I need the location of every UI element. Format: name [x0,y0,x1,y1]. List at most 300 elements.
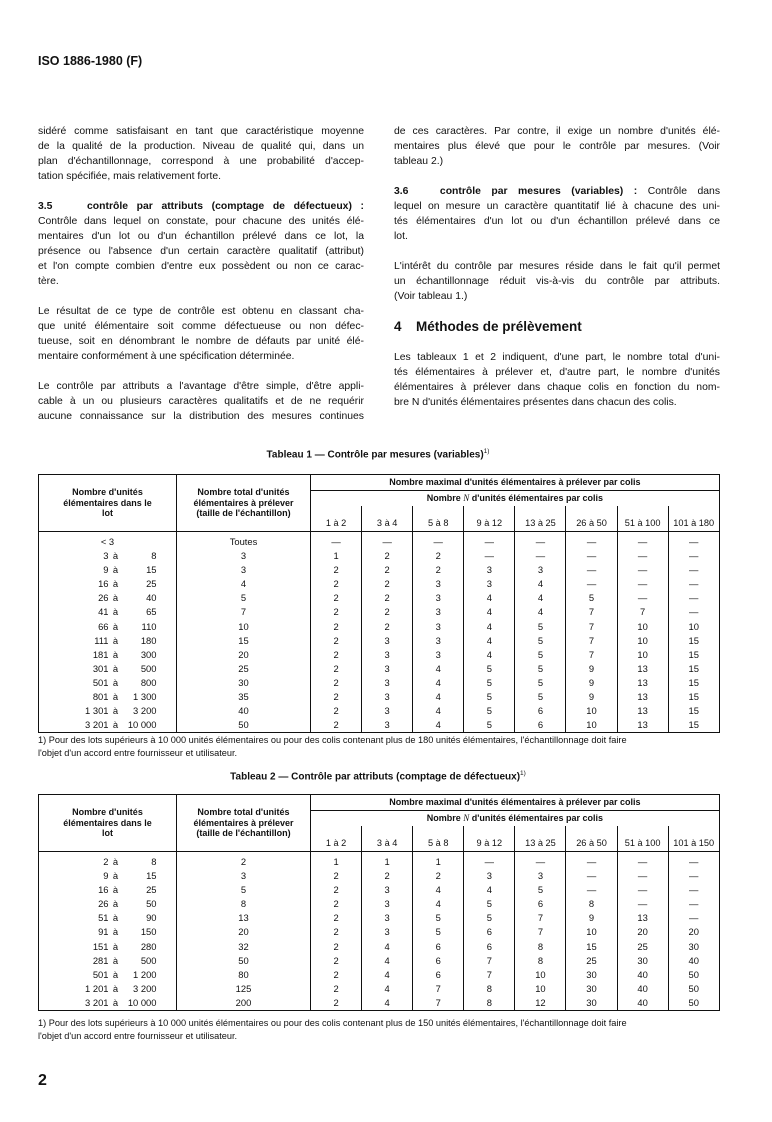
max-units-cell: 30 [566,996,617,1011]
max-units-cell: 5 [515,634,566,648]
column-header-group: Nombre maximal d'unités élémentaires à prélever par colis [311,475,720,491]
max-units-cell: 2 [413,563,464,577]
max-units-cell: 2 [311,996,362,1011]
text-line: tère. [38,276,59,287]
max-units-cell: — [311,532,362,550]
max-units-cell: 20 [617,925,668,939]
text-line: bre N d'unités élémentaires présentes dans chacun des colis. [394,397,677,408]
lot-connector: à [112,691,119,703]
lot-connector: à [112,564,119,576]
lot-range [39,591,177,605]
section-title: contrôle par attributs (comptage de défectueux) : [87,201,364,212]
lot-from: 91 [98,926,109,938]
lot-from: 9 [103,870,109,882]
max-units-cell: 5 [464,690,515,704]
max-units-cell: — [617,869,668,883]
max-units-cell: 4 [464,620,515,634]
max-units-cell: — [464,532,515,550]
column-header-range: 1 à 2 [311,506,362,532]
lot-to: 500 [140,662,157,674]
max-units-cell: 5 [464,911,515,925]
lot-connector: à [112,648,119,660]
max-units-cell: 13 [617,911,668,925]
lot-to: 800 [140,676,157,688]
max-units-cell: 50 [668,996,719,1011]
max-units-cell: 2 [311,883,362,897]
max-units-cell: 2 [311,648,362,662]
column-header-subgroup: Nombre N d'unités élémentaires par colis [311,491,720,507]
max-units-cell: 30 [617,954,668,968]
lot-range [39,869,177,883]
lot-from: 281 [92,954,109,966]
max-units-cell: — [617,563,668,577]
max-units-cell: 2 [311,577,362,591]
paragraph [394,124,720,169]
table-2-footnote [38,1017,719,1043]
max-units-cell: 7 [413,996,464,1011]
lot-from: 26 [98,898,109,910]
max-units-cell: — [668,549,719,563]
lot-range: < 3 [39,532,177,550]
header-row [39,795,720,811]
lot-from: 3 201 [85,719,109,731]
max-units-cell: 15 [668,676,719,690]
lot-from: 26 [98,592,109,604]
sample-size: 7 [177,605,311,619]
sample-size: Toutes [177,532,311,550]
max-units-cell: 25 [617,940,668,954]
lot-range [39,620,177,634]
sample-size: 25 [177,662,311,676]
lot-range [39,968,177,982]
table-row [39,911,720,925]
max-units-cell: 7 [515,925,566,939]
max-units-cell: 10 [668,620,719,634]
table-row [39,532,720,550]
max-units-cell: 10 [515,968,566,982]
sample-size: 40 [177,704,311,718]
text-line: plan d'échantillonnage, correspond à une probabilité d'accep- [38,156,364,167]
max-units-cell: 2 [311,925,362,939]
table-row [39,996,720,1011]
sample-size: 8 [177,897,311,911]
max-units-cell: — [566,883,617,897]
sample-size: 200 [177,996,311,1011]
lot-to: 300 [140,648,157,660]
max-units-cell: 4 [413,718,464,733]
lot-from: 501 [92,968,109,980]
max-units-cell: 4 [413,690,464,704]
lot-range [39,996,177,1011]
max-units-cell: 5 [515,676,566,690]
max-units-cell: 2 [311,605,362,619]
max-units-cell: 5 [515,620,566,634]
max-units-cell: 3 [464,563,515,577]
lot-to: 90 [146,912,157,924]
max-units-cell: 4 [413,883,464,897]
max-units-cell: 2 [311,690,362,704]
table-row [39,563,720,577]
max-units-cell: — [668,897,719,911]
paragraph [38,124,364,184]
lot-connector: à [112,676,119,688]
lot-to: 500 [140,954,157,966]
max-units-cell: 5 [515,648,566,662]
max-units-cell: — [413,532,464,550]
lot-to: 25 [146,578,157,590]
lot-from: 16 [98,884,109,896]
max-units-cell: 50 [668,982,719,996]
column-header-range: 101 à 150 [668,826,719,852]
max-units-cell: — [566,563,617,577]
max-units-cell: — [617,897,668,911]
max-units-cell: — [566,869,617,883]
max-units-cell: 7 [566,648,617,662]
max-units-cell: 15 [668,662,719,676]
sample-size: 50 [177,718,311,733]
table-2-title [38,770,718,782]
text-line: cable à un ou plusieurs caractères qualitatifs et de ne requérir [38,396,364,407]
max-units-cell: 6 [515,897,566,911]
column-header-lot: Nombre d'unités élémentaires dans le lot [39,795,177,852]
lot-range [39,940,177,954]
lot-range [39,577,177,591]
max-units-cell: 5 [464,897,515,911]
section-number: 3.5 [38,201,53,212]
sample-size: 10 [177,620,311,634]
section-3-5-heading [38,199,364,214]
max-units-cell: 25 [566,954,617,968]
max-units-cell: 1 [413,852,464,870]
lot-to: 10 000 [127,719,157,731]
max-units-cell: 15 [566,940,617,954]
sample-size: 4 [177,577,311,591]
column-header-range: 3 à 4 [362,506,413,532]
lot-to: 8 [151,856,157,867]
sample-size: 3 [177,563,311,577]
max-units-cell: 2 [311,940,362,954]
max-units-cell: 4 [515,577,566,591]
max-units-cell: 4 [362,996,413,1011]
page-number: 2 [38,1072,47,1089]
lot-range [39,676,177,690]
lot-range [39,662,177,676]
lot-connector: à [112,662,119,674]
max-units-cell: 10 [617,620,668,634]
lot-range [39,690,177,704]
max-units-cell: 3 [362,911,413,925]
footnote-ref: 1) [520,770,526,777]
lot-from: 301 [92,662,109,674]
table-title-text: Tableau 2 — Contrôle par attributs (comptage de défectueux) [230,771,521,783]
max-units-cell: 2 [413,549,464,563]
max-units-cell: 6 [413,968,464,982]
lot-from: 1 301 [85,705,109,717]
max-units-cell: 3 [362,704,413,718]
table-row [39,869,720,883]
table-1-title [38,448,718,460]
max-units-cell: — [617,577,668,591]
document-header: ISO 1886-1980 (F) [38,54,143,68]
column-header-range: 26 à 50 [566,826,617,852]
lot-from: 9 [103,564,109,576]
table-row [39,940,720,954]
sample-size: 5 [177,591,311,605]
max-units-cell: 4 [362,954,413,968]
lot-from: 151 [92,940,109,952]
lot-from: 1 201 [85,982,109,994]
max-units-cell: 4 [464,591,515,605]
text-line: élémentaires à prélever dans chaque colis en fonction du nom- [394,382,720,393]
max-units-cell: 2 [311,869,362,883]
max-units-cell: 2 [311,620,362,634]
text-line: tés élémentaires d'un lot ou d'un échantillon prélevé dans ce [394,216,720,227]
lot-connector: à [112,578,119,590]
table-row [39,549,720,563]
max-units-cell: 2 [311,954,362,968]
lot-to: 180 [140,634,157,646]
text-line: l'objet d'un accord entre fournisseur et utilisateur. [38,748,238,758]
lot-range [39,605,177,619]
max-units-cell: 15 [668,648,719,662]
column-header-total: Nombre total d'unités élémentaires à prélever (taille de l'échantillon) [177,795,311,852]
max-units-cell: 2 [311,591,362,605]
sample-size: 15 [177,634,311,648]
max-units-cell: 2 [362,549,413,563]
sample-size: 30 [177,676,311,690]
lot-range [39,648,177,662]
lot-from: 3 [103,550,109,562]
max-units-cell: 2 [362,605,413,619]
table-row [39,883,720,897]
table-row [39,605,720,619]
max-units-cell: 7 [515,911,566,925]
section-text: Contrôle dans [647,186,721,197]
max-units-cell: 2 [311,982,362,996]
max-units-cell: 7 [566,634,617,648]
column-header-group: Nombre maximal d'unités élémentaires à prélever par colis [311,795,720,811]
max-units-cell: — [617,532,668,550]
table-row [39,591,720,605]
lot-range [39,704,177,718]
lot-to: 65 [146,606,157,618]
max-units-cell: 2 [362,869,413,883]
lot-connector: à [112,982,119,994]
max-units-cell: 4 [515,605,566,619]
max-units-cell: 8 [515,940,566,954]
section-title: contrôle par mesures (variables) : [439,186,638,197]
max-units-cell: 15 [668,634,719,648]
lot-range [39,549,177,563]
max-units-cell: 2 [311,718,362,733]
max-units-cell: 8 [566,897,617,911]
lot-to: 1 200 [133,968,157,980]
max-units-cell: 7 [464,954,515,968]
lot-range [39,718,177,733]
column-header-range: 51 à 100 [617,506,668,532]
column-header-range: 13 à 25 [515,826,566,852]
max-units-cell: 20 [668,925,719,939]
max-units-cell: 13 [617,676,668,690]
section-3-5 [38,199,364,289]
max-units-cell: 1 [362,852,413,870]
max-units-cell: — [668,577,719,591]
paragraph [394,350,720,410]
lot-from: 801 [92,691,109,703]
max-units-cell: 9 [566,911,617,925]
max-units-cell: 6 [515,718,566,733]
max-units-cell: 4 [413,704,464,718]
text-line: 1) Pour des lots supérieurs à 10 000 unités élémentaires ou pour des colis contenant plus de 150 unités élémentaires, l'échantillonnage doit faire [38,1018,627,1028]
max-units-cell: 3 [413,577,464,591]
max-units-cell: — [464,852,515,870]
max-units-cell: 6 [413,954,464,968]
max-units-cell: 3 [413,591,464,605]
lot-to: 10 000 [127,996,157,1008]
max-units-cell: 2 [311,911,362,925]
lot-from: 16 [98,578,109,590]
lot-range [39,897,177,911]
table-row [39,704,720,718]
max-units-cell: 13 [617,690,668,704]
max-units-cell: — [668,911,719,925]
sample-size: 13 [177,911,311,925]
table-row [39,982,720,996]
column-header-range: 26 à 50 [566,506,617,532]
text-line: tés élémentaires à prélever et, d'autre part, le nombre d'unités [394,367,720,378]
lot-range [39,982,177,996]
max-units-cell: 8 [464,996,515,1011]
max-units-cell: 9 [566,676,617,690]
max-units-cell: 8 [464,982,515,996]
paragraph [394,259,720,304]
lot-connector: à [112,968,119,980]
max-units-cell: 4 [464,634,515,648]
section-title: Méthodes de prélèvement [416,319,582,334]
lot-connector: à [112,898,119,910]
lot-connector: à [112,954,119,966]
lot-from: 41 [98,606,109,618]
lot-to: 3 200 [133,982,157,994]
table-row [39,852,720,870]
column-header-range: 13 à 25 [515,506,566,532]
max-units-cell: — [668,563,719,577]
table-row [39,897,720,911]
max-units-cell: 4 [464,648,515,662]
text-line: Le résultat de ce type de contrôle est obtenu en classant cha- [38,306,364,317]
lot-from: 3 201 [85,996,109,1008]
text-line: lot. [394,231,408,242]
text-line: mentaire conformément à une spécification déterminée. [38,351,295,362]
lot-connector: à [112,940,119,952]
max-units-cell: 4 [362,940,413,954]
lot-range [39,563,177,577]
max-units-cell: — [464,549,515,563]
max-units-cell: 4 [464,883,515,897]
table-1 [38,474,720,733]
max-units-cell: 2 [311,704,362,718]
column-header-range: 1 à 2 [311,826,362,852]
text-line: Le contrôle par attributs a l'avantage d'être simple, d'être appli- [38,381,364,392]
column-header-range: 5 à 8 [413,506,464,532]
max-units-cell: 30 [566,968,617,982]
max-units-cell: 5 [464,704,515,718]
max-units-cell: 3 [362,925,413,939]
table-row [39,968,720,982]
max-units-cell: 2 [362,620,413,634]
max-units-cell: 4 [413,897,464,911]
max-units-cell: 2 [311,662,362,676]
max-units-cell: 40 [617,982,668,996]
max-units-cell: 1 [311,852,362,870]
table-row [39,925,720,939]
lot-connector: à [112,606,119,618]
max-units-cell: 3 [413,634,464,648]
max-units-cell: 10 [566,925,617,939]
text-line: présence ou l'absence d'un certain caractère qualitatif (attribut) [38,246,364,257]
max-units-cell: 3 [515,869,566,883]
max-units-cell: 3 [413,605,464,619]
lot-range [39,883,177,897]
max-units-cell: 7 [617,605,668,619]
max-units-cell: — [617,591,668,605]
max-units-cell: 5 [413,925,464,939]
table-2 [38,794,720,1011]
lot-connector: à [112,550,119,562]
lot-to: 150 [140,926,157,938]
max-units-cell: 2 [311,968,362,982]
section-3-6 [394,184,720,244]
max-units-cell: 2 [362,577,413,591]
text-line: mentaires d'un lot ou d'un échantillon prélevé dans ce lot, la [38,231,364,242]
text-line: tueuse, soit en dénombrant le nombre de défauts par unité élé- [38,336,364,347]
section-number: 4 [394,319,402,334]
text-line: lequel on mesure un caractère quantitatif lié à chacune des uni- [394,201,720,212]
text-line: Les tableaux 1 et 2 indiquent, d'une part, le nombre total d'uni- [394,352,720,363]
max-units-cell: 9 [566,690,617,704]
table-row [39,718,720,733]
lot-from: 51 [98,912,109,924]
lot-from: 501 [92,676,109,688]
max-units-cell: 3 [464,869,515,883]
max-units-cell: — [617,852,668,870]
table-row [39,662,720,676]
column-header-total: Nombre total d'unités élémentaires à prélever (taille de l'échantillon) [177,475,311,532]
sample-size: 2 [177,852,311,870]
max-units-cell: — [668,591,719,605]
max-units-cell: 10 [566,718,617,733]
max-units-cell: — [566,549,617,563]
max-units-cell: 5 [464,718,515,733]
sample-size: 3 [177,869,311,883]
max-units-cell: 2 [413,869,464,883]
max-units-cell: 2 [311,676,362,690]
max-units-cell: 50 [668,968,719,982]
paragraph [38,379,364,424]
sample-size: 125 [177,982,311,996]
max-units-cell: 3 [362,718,413,733]
lot-connector: à [112,870,119,882]
section-4-heading [394,319,720,337]
variable-n: N [463,813,470,824]
max-units-cell: 30 [566,982,617,996]
table-row [39,648,720,662]
sample-size: 35 [177,690,311,704]
table-title-text: Tableau 1 — Contrôle par mesures (variables) [266,449,484,461]
max-units-cell: — [515,549,566,563]
max-units-cell: 3 [362,690,413,704]
max-units-cell: 4 [362,982,413,996]
